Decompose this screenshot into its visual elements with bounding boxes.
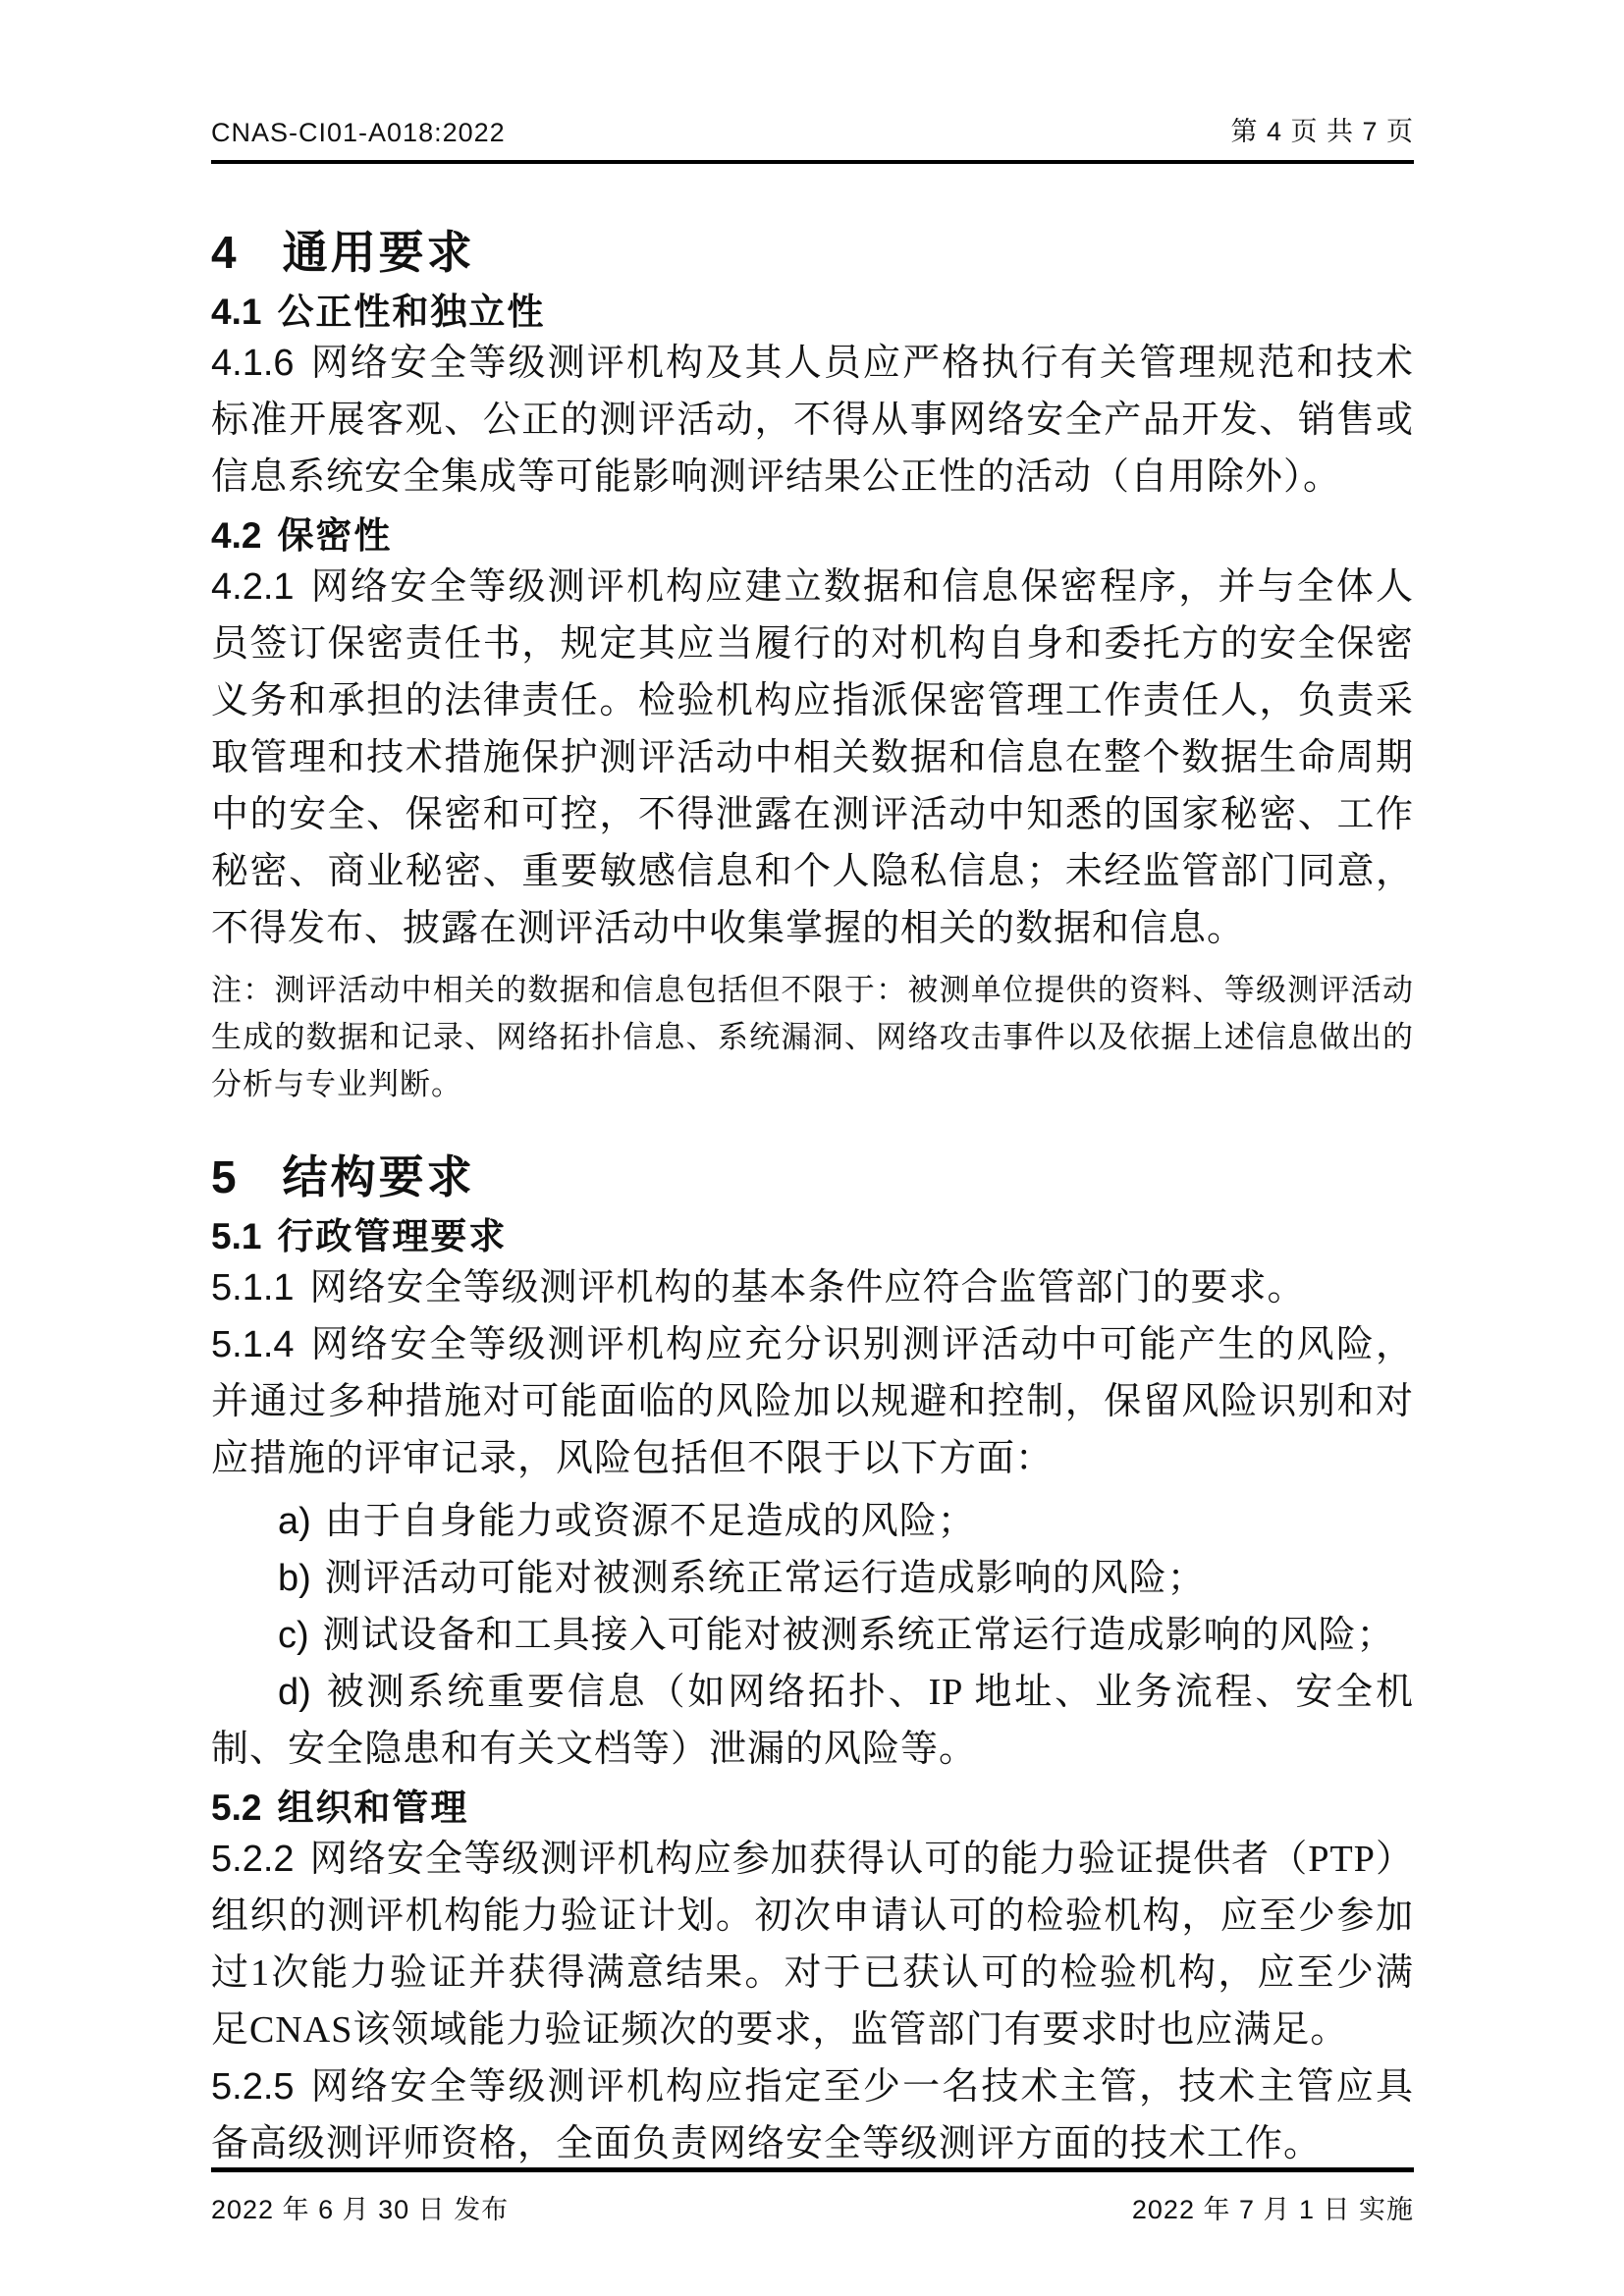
clause-5-2-2-text: 网络安全等级测评机构应参加获得认可的能力验证提供者（PTP）组织的测评机构能力验证计划。初次申请认可的检验机构，应至少参加过1次能力验证并获得满意结果。对于已获认可的检验机构，应至少满足CNAS该领域能力验证频次的要求，监管部门有要求时也应满足。	[211, 1839, 1414, 2051]
section-4-heading	[211, 217, 1414, 282]
clause-5-2-2-number: 5.2.2	[211, 1839, 295, 1880]
section-5-2-heading	[211, 1778, 1414, 1831]
list-item-d-text: 被测系统重要信息（如网络拓扑、IP 地址、业务流程、安全机制、安全隐患和有关文档等）泄漏的风险等。	[211, 1672, 1414, 1770]
list-item-d	[211, 1664, 1414, 1778]
page-number: 第 4 页 共 7 页	[1230, 117, 1414, 146]
document-code: CNAS-CI01-A018:2022	[211, 118, 506, 147]
clause-5-1-1-number: 5.1.1	[211, 1267, 295, 1308]
list-item-b-marker: b)	[278, 1558, 311, 1599]
page-footer	[211, 2167, 1414, 2226]
clause-4-1-6-text: 网络安全等级测评机构及其人员应严格执行有关管理规范和技术标准开展客观、公正的测评活动，不得从事网络安全产品开发、销售或信息系统安全集成等可能影响测评结果公正性的活动（自用除外）。	[211, 343, 1414, 498]
list-item-a	[211, 1493, 1414, 1550]
list-item-a-text: 由于自身能力或资源不足造成的风险；	[324, 1501, 976, 1542]
section-5-1-number: 5.1	[211, 1216, 262, 1256]
document-content	[211, 110, 1414, 2172]
section-5-1-title: 行政管理要求	[277, 1216, 508, 1256]
list-item-c-text: 测试设备和工具接入可能对被测系统正常运行造成影响的风险；	[322, 1615, 1395, 1656]
section-4-2-title: 保密性	[277, 515, 393, 556]
clause-5-2-5-number: 5.2.5	[211, 2066, 295, 2108]
clause-5-1-4-text: 网络安全等级测评机构应充分识别测评活动中可能产生的风险，并通过多种措施对可能面临的风险加以规避和控制，保留风险识别和对应措施的评审记录，风险包括但不限于以下方面：	[211, 1324, 1414, 1479]
section-4-1-title: 公正性和独立性	[277, 292, 546, 332]
clause-4-2-1	[211, 559, 1414, 957]
clause-4-2-1-text: 网络安全等级测评机构应建立数据和信息保密程序，并与全体人员签订保密责任书，规定其应当履行的对机构自身和委托方的安全保密义务和承担的法律责任。检验机构应指派保密管理工作责任人，负责采取管理和技术措施保护测评活动中相关数据和信息在整个数据生命周期中的安全、保密和可控，不得泄露在测评活动中知悉的国家秘密、工作秘密、商业秘密、重要敏感信息和个人隐私信息；未经监管部门同意，不得发布、披露在测评活动中收集掌握的相关的数据和信息。	[211, 566, 1414, 949]
list-item-c-marker: c)	[278, 1615, 309, 1656]
clause-4-1-6-number: 4.1.6	[211, 343, 295, 384]
section-5-2-title: 组织和管理	[277, 1788, 469, 1828]
clause-5-1-1	[211, 1259, 1414, 1316]
section-5-heading	[211, 1142, 1414, 1206]
issue-date: 2022 年 6 月 30 日 发布	[211, 2195, 510, 2224]
clause-4-2-1-number: 4.2.1	[211, 566, 295, 608]
list-item-d-marker: d)	[278, 1672, 311, 1713]
implementation-date: 2022 年 7 月 1 日 实施	[1131, 2195, 1414, 2224]
section-4-2-number: 4.2	[211, 515, 262, 556]
page-header	[211, 110, 1414, 164]
section-4-1-heading	[211, 282, 1414, 335]
clause-5-2-5	[211, 2058, 1414, 2172]
clause-5-1-4-number: 5.1.4	[211, 1324, 295, 1365]
section-5-number: 5	[211, 1151, 240, 1202]
clause-4-2-1-note: 注：测评活动中相关的数据和信息包括但不限于：被测单位提供的资料、等级测评活动生成的数据和记录、网络拓扑信息、系统漏洞、网络攻击事件以及依据上述信息做出的分析与专业判断。	[211, 973, 1414, 1101]
clause-5-2-5-text: 网络安全等级测评机构应指定至少一名技术主管，技术主管应具备高级测评师资格，全面负责网络安全等级测评方面的技术工作。	[211, 2066, 1414, 2164]
list-item-b	[211, 1550, 1414, 1607]
section-4-2-heading	[211, 506, 1414, 559]
section-4-1-number: 4.1	[211, 292, 262, 332]
clause-4-1-6	[211, 335, 1414, 506]
list-item-c	[211, 1607, 1414, 1664]
section-5-2-number: 5.2	[211, 1788, 262, 1828]
section-4-title: 通用要求	[282, 227, 475, 278]
clause-5-1-1-text: 网络安全等级测评机构的基本条件应符合监管部门的要求。	[309, 1267, 1306, 1308]
section-5-title: 结构要求	[282, 1151, 475, 1202]
clause-5-2-2	[211, 1831, 1414, 2058]
risk-list	[211, 1493, 1414, 1778]
clause-5-1-4	[211, 1316, 1414, 1487]
list-item-a-marker: a)	[278, 1501, 311, 1542]
list-item-b-text: 测评活动可能对被测系统正常运行造成影响的风险；	[324, 1558, 1206, 1599]
section-4-number: 4	[211, 227, 240, 278]
section-5-1-heading	[211, 1206, 1414, 1259]
